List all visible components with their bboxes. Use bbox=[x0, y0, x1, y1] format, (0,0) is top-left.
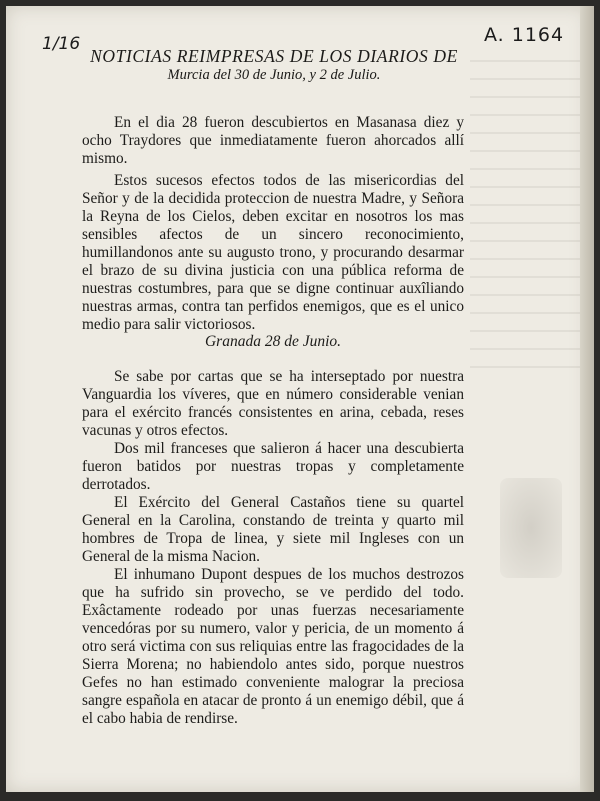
granada-text-block bbox=[82, 368, 464, 728]
paragraph: El Exército del General Castaños tiene su quartel General en la Carolina, constando de treinta y quarto mil hombres de Tropa de linea, y siete mil Ingleses con un General de la misma Nacion. bbox=[82, 494, 464, 565]
document-title bbox=[82, 46, 466, 84]
page-edge-shadow bbox=[580, 6, 594, 792]
title-line-2: Murcia del 30 de Junio, y 2 de Julio. bbox=[167, 67, 381, 83]
faded-library-stamp bbox=[500, 478, 562, 578]
bleed-through-text bbox=[470, 60, 580, 380]
paragraph: Dos mil franceses que salieron á hacer una descubierta fueron batidos por nuestras tropas y completamente derrotados. bbox=[82, 440, 464, 493]
paragraph: Se sabe por cartas que se ha interseptado por nuestra Vanguardia los víveres, que en número considerable venian para el exército francés consistentes en arina, cebada, reses vacunas y otros efectos. bbox=[82, 368, 464, 439]
handwritten-folio-note: 1/16 bbox=[42, 34, 81, 54]
intro-text-block bbox=[82, 114, 464, 334]
paragraph: El inhumano Dupont despues de los muchos destrozos que ha sufrido sin provecho, se ve perdido del todo. Exâctamente rodeado por unas fuerzas necesariamente vencedóras por su numero, valor y pericia, de un momento á otro será victima con sus reliquias entre las fragocidades de la Sierra Morena; no habiendolo antes sido, porque nuestros Gefes no han estimado conveniente malograr la preciosa sangre española en atacar de pronto á un enemigo débil, que á el cabo habia de rendirse. bbox=[82, 566, 464, 727]
title-line-1: NOTICIAS REIMPRESAS DE LOS DIARIOS DE bbox=[90, 46, 458, 66]
paragraph: Estos sucesos efectos todos de las misericordias del Señor y de la decidida proteccion de nuestra Madre, y Señora la Reyna de los Cielos, deben excitar en nosotros los mas sensibles afectos de un sincero reconocimiento, humillandonos ante su augusto trono, y procurando desarmar el brazo de su divina justicia con una pública reforma de nuestras costumbres, para que se digne continuar auxîliando nuestras armas, contra tan perfidos enemigos, que es el unico medio para salir victoriosos. bbox=[82, 172, 464, 333]
section-heading: Granada 28 de Junio. bbox=[204, 333, 342, 350]
handwritten-catalog-number: A. 1164 bbox=[484, 24, 565, 46]
paragraph: En el dia 28 fueron descubiertos en Masanasa diez y ocho Traydores que inmediatamente fueron ahorcados allí mismo. bbox=[82, 114, 464, 167]
